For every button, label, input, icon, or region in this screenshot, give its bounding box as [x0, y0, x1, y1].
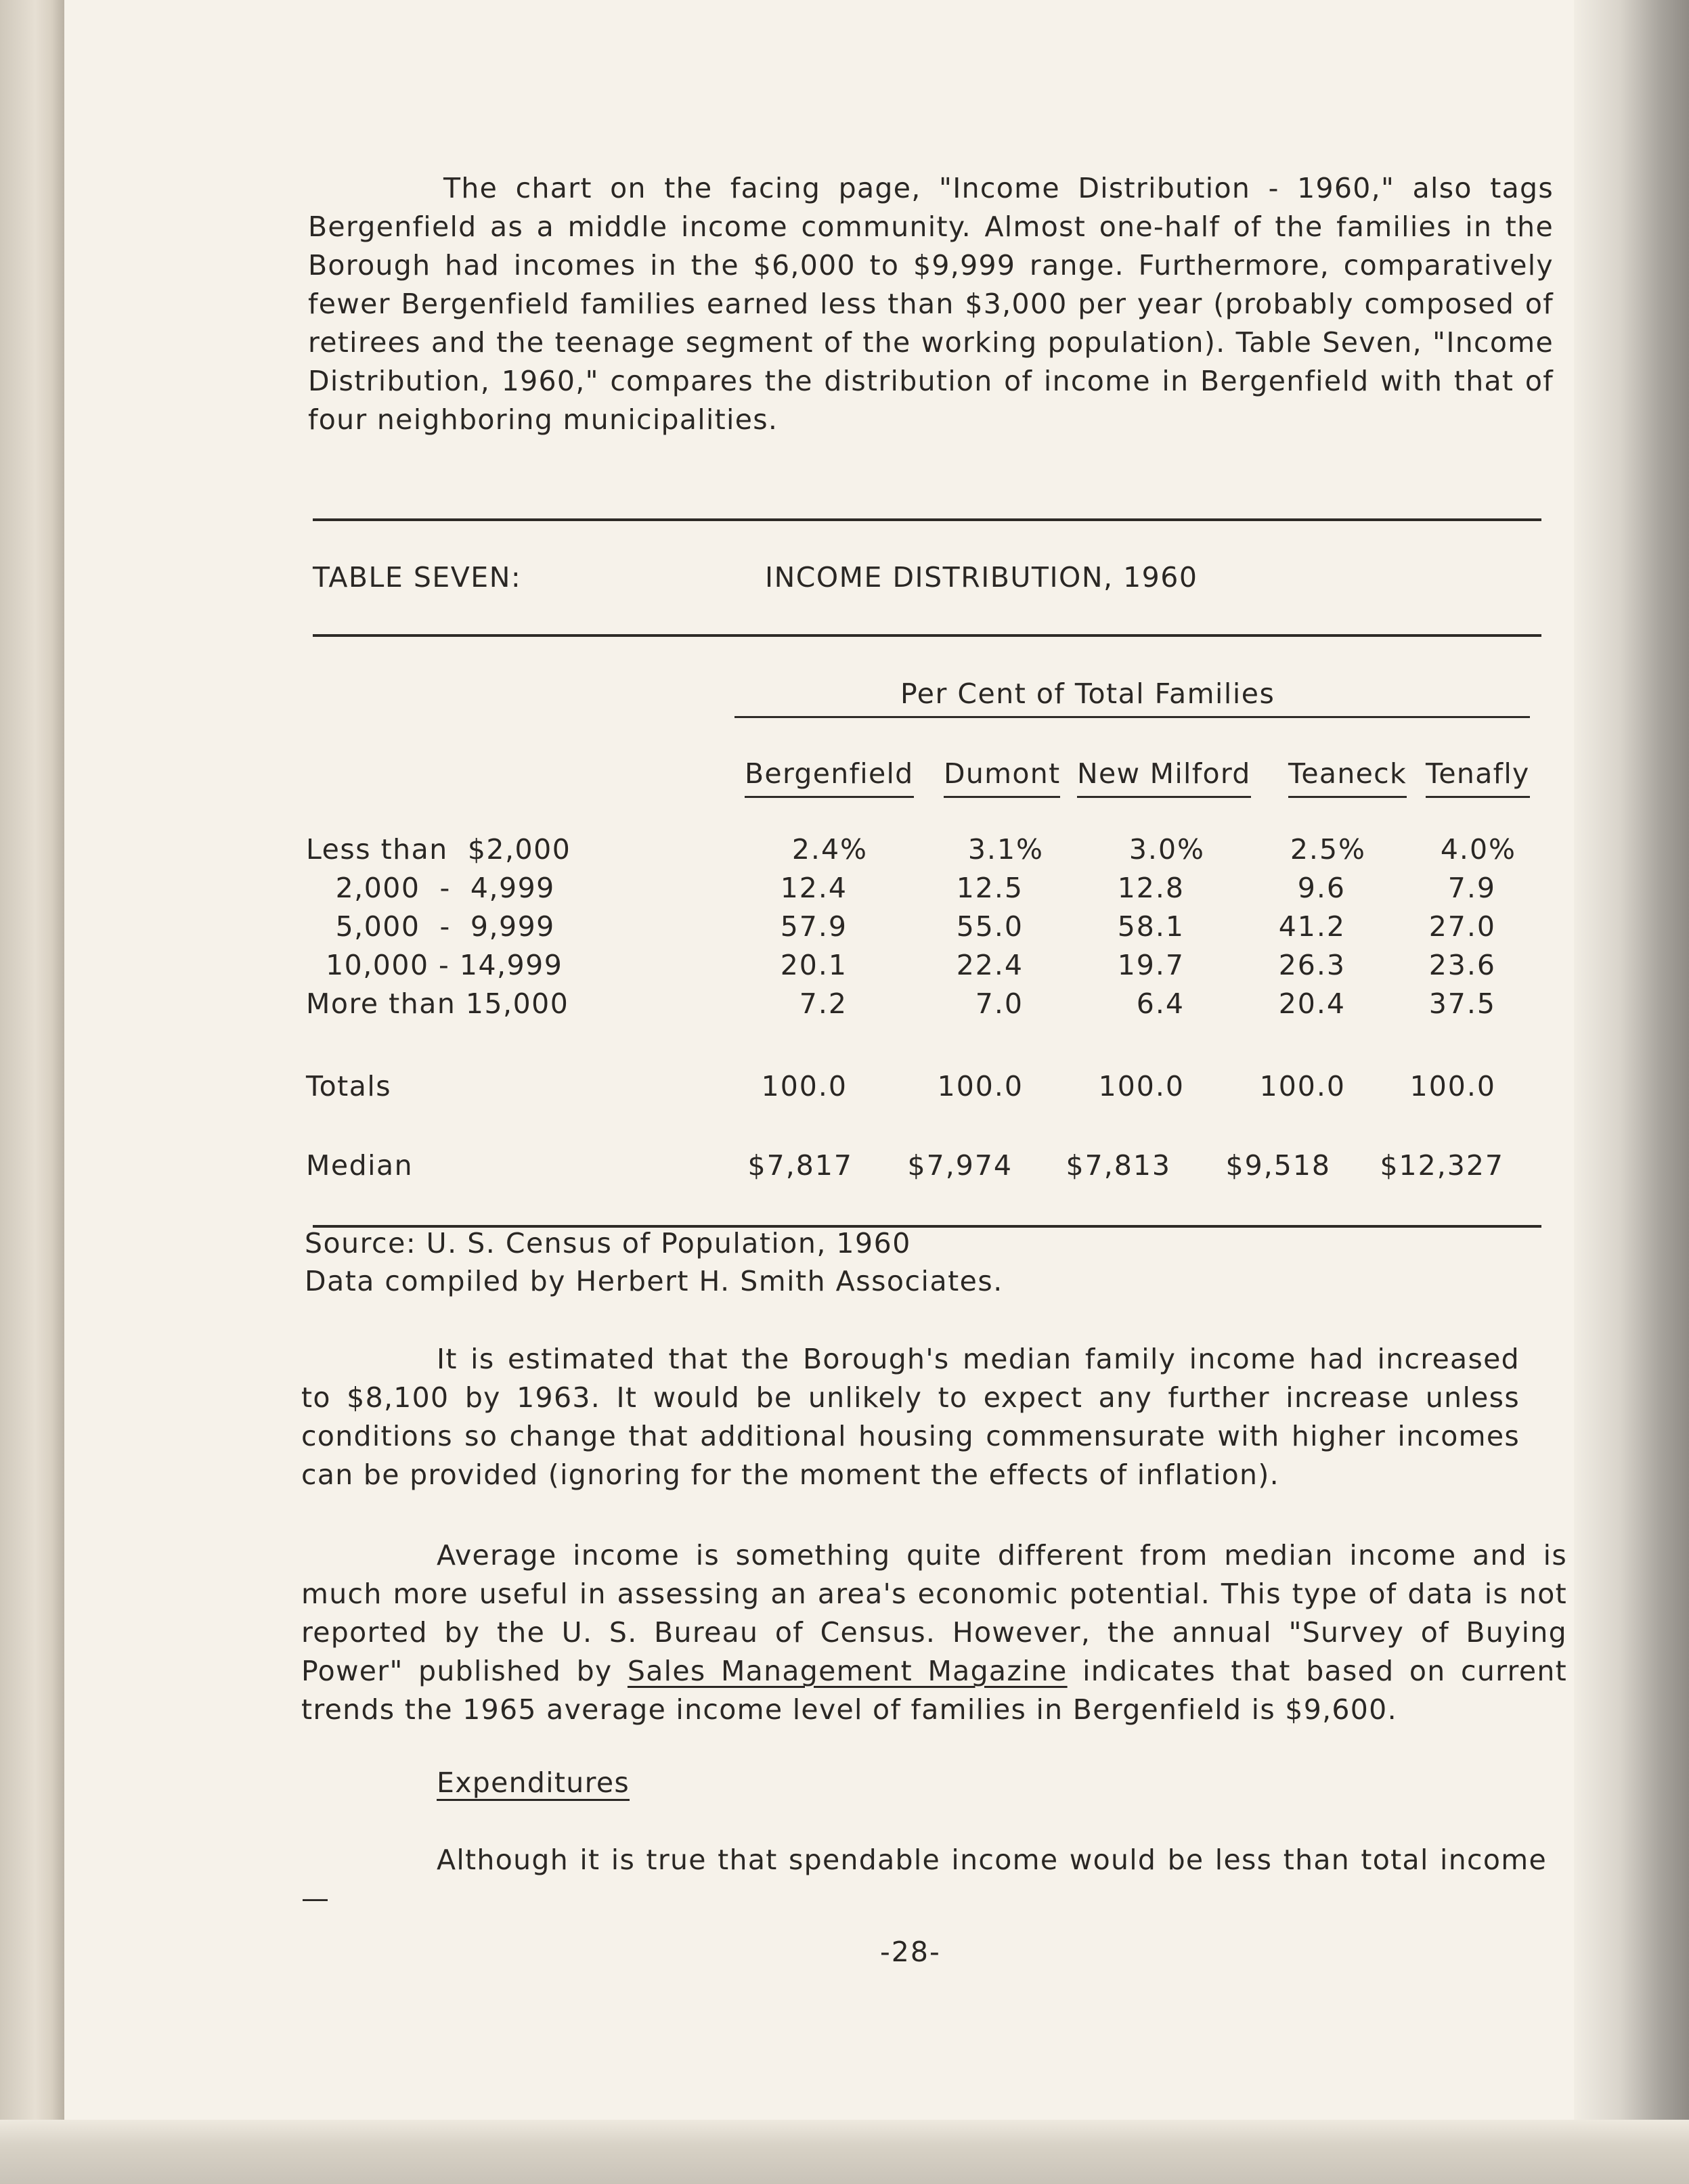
paragraph-median-income	[301, 1340, 1520, 1494]
table-cell: 4.0%	[1440, 833, 1516, 866]
page-edge-right	[1574, 0, 1689, 2184]
totals-cell: 100.0	[761, 1070, 848, 1102]
column-header-text: Tenafly	[1426, 757, 1530, 790]
totals-cell: 100.0	[1409, 1070, 1496, 1102]
table-cell: 58.1	[1117, 910, 1185, 943]
table-cell: 7.9	[1447, 872, 1496, 904]
row-label: More than 15,000	[306, 987, 569, 1020]
paragraph-average-income	[301, 1536, 1567, 1729]
table-compiled-by: Data compiled by Herbert H. Smith Associates.	[305, 1265, 1003, 1297]
paragraph-text: indicates that based on current trends the 1965 average income level of families in Bergenfield is $9,600.	[301, 1655, 1568, 1726]
section-heading-expenditures: Expenditures	[437, 1766, 630, 1799]
paragraph-text: Average income is something quite different from median income and is much more useful in assessing an area's economic potential. This type of data is not reported by the U. S. Bureau of Census. However, the annual "Survey of Buying Power" published by	[301, 1539, 1567, 1687]
table-header-rule	[313, 634, 1541, 637]
median-cell: $9,518	[1225, 1149, 1331, 1182]
table-cell: 3.1%	[967, 833, 1044, 866]
table-cell: 19.7	[1117, 949, 1185, 981]
row-label: Less than $2,000	[306, 833, 571, 866]
median-cell: $12,327	[1380, 1149, 1504, 1182]
table-top-rule	[313, 518, 1541, 521]
column-group-underline	[734, 716, 1530, 718]
column-header-teaneck	[1288, 757, 1407, 790]
row-label: 5,000 - 9,999	[306, 910, 555, 943]
table-cell: 12.5	[956, 872, 1024, 904]
median-cell: $7,974	[907, 1149, 1013, 1182]
totals-cell: 100.0	[1259, 1070, 1346, 1102]
table-cell: 37.5	[1428, 987, 1496, 1020]
page-edge-left	[0, 0, 64, 2184]
table-cell: 41.2	[1278, 910, 1346, 943]
median-cell: $7,817	[747, 1149, 853, 1182]
table-cell: 26.3	[1278, 949, 1346, 981]
table-cell: 27.0	[1428, 910, 1496, 943]
column-header-new-milford	[1077, 757, 1251, 790]
paragraph-income-chart	[308, 169, 1554, 439]
table-cell: 3.0%	[1128, 833, 1205, 866]
table-title: INCOME DISTRIBUTION, 1960	[765, 561, 1198, 594]
column-header-text: Dumont	[944, 757, 1061, 790]
totals-label: Totals	[306, 1070, 392, 1102]
table-cell: 12.4	[780, 872, 848, 904]
row-label: 10,000 - 14,999	[306, 949, 563, 981]
table-cell: 12.8	[1117, 872, 1185, 904]
table-cell: 7.0	[975, 987, 1024, 1020]
table-source: Source: U. S. Census of Population, 1960	[305, 1227, 911, 1260]
column-header-text: New Milford	[1077, 757, 1251, 790]
table-cell: 23.6	[1428, 949, 1496, 981]
table-cell: 55.0	[956, 910, 1024, 943]
paragraph-text: It is estimated that the Borough's median family income had increased to $8,100 by 1963. It would be unlikely to expect any further increase unless conditions so change that additional housing commensurate with higher incomes can be provided (ignoring for the moment the effects of inflation).	[301, 1343, 1520, 1491]
totals-cell: 100.0	[1098, 1070, 1185, 1102]
column-header-dumont	[944, 757, 1060, 790]
table-cell: 6.4	[1136, 987, 1185, 1020]
column-header-text: Bergenfield	[745, 757, 914, 790]
page-number: -28-	[880, 1936, 941, 1968]
magazine-title: Sales Management Magazine	[627, 1655, 1068, 1687]
column-header-bergenfield	[745, 757, 914, 790]
column-group-header: Per Cent of Total Families	[900, 677, 1275, 710]
table-cell: 20.1	[780, 949, 848, 981]
table-cell: 7.2	[799, 987, 848, 1020]
column-header-tenafly	[1426, 757, 1530, 790]
paragraph-text: The chart on the facing page, "Income Distribution - 1960," also tags Bergenfield as a middle income community. Almost one-half of the families in the Borough had incomes in the $6,000 to $9,999 range. Furthermore, comparatively fewer Bergenfield families earned less than $3,000 per year (probably composed of retirees and the teenage segment of the working population). Table Seven, "Income Distribution, 1960," compares the distribution of income in Bergenfield with that of four neighboring municipalities.	[308, 172, 1554, 436]
table-label: TABLE SEVEN:	[313, 561, 522, 594]
paragraph-spendable-income	[301, 1841, 1547, 1918]
row-label: 2,000 - 4,999	[306, 872, 555, 904]
page-edge-bottom	[0, 2120, 1689, 2184]
table-cell: 20.4	[1278, 987, 1346, 1020]
paragraph-text: Although it is true that spendable income would be less than total income—	[301, 1844, 1547, 1915]
totals-cell: 100.0	[937, 1070, 1024, 1102]
table-cell: 22.4	[956, 949, 1024, 981]
table-cell: 2.4%	[791, 833, 868, 866]
median-cell: $7,813	[1066, 1149, 1171, 1182]
table-cell: 2.5%	[1290, 833, 1366, 866]
table-cell: 9.6	[1297, 872, 1346, 904]
column-header-text: Teaneck	[1288, 757, 1407, 790]
median-label: Median	[306, 1149, 414, 1182]
table-cell: 57.9	[780, 910, 848, 943]
